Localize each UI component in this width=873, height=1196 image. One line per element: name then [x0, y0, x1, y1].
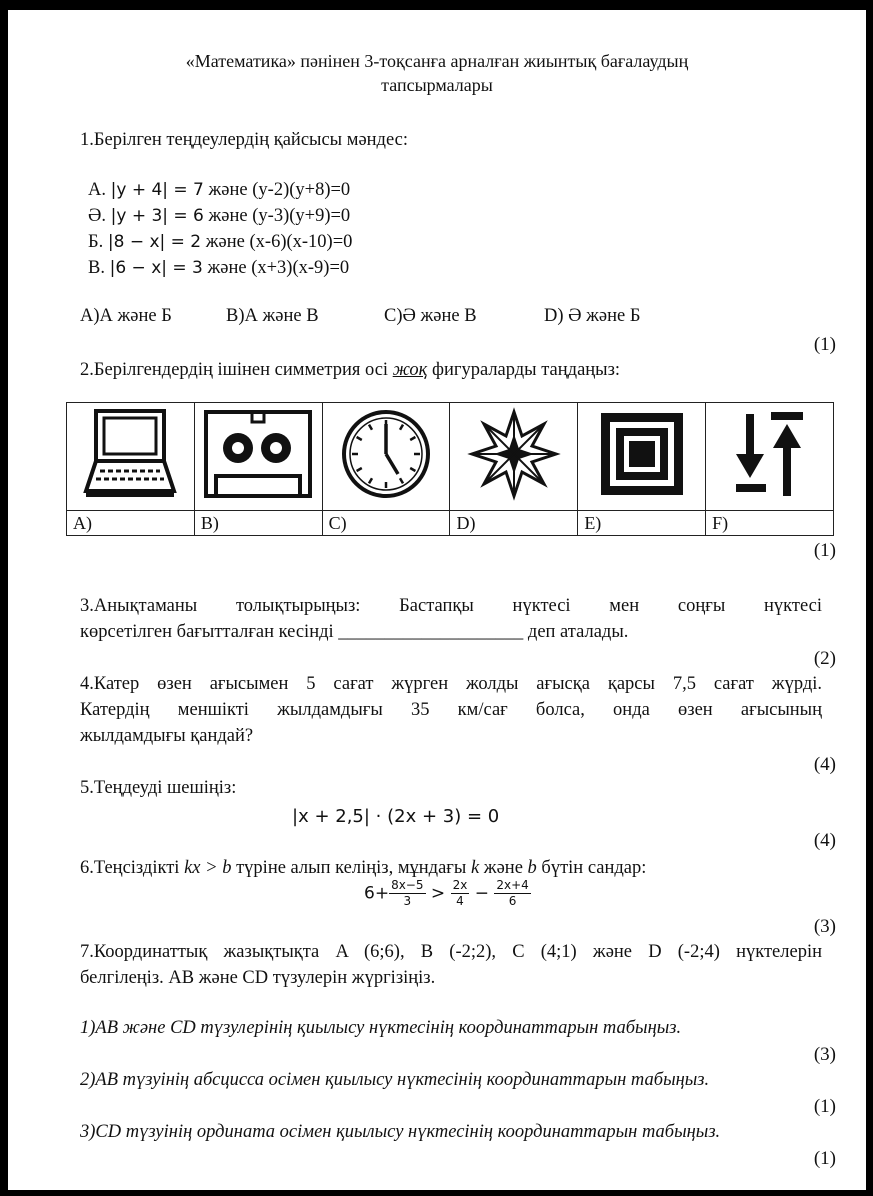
figures-table	[66, 402, 834, 536]
q1-option-b: B)А және В	[226, 306, 319, 326]
fraction: $\frac{8x-5}{3}$	[391, 878, 424, 908]
q3-line2: көрсетілген бағытталған кесінді ____________________ деп аталады.	[80, 622, 629, 642]
q2-score: (1)	[813, 540, 836, 561]
figure-label: B)	[194, 510, 322, 535]
q7-score3: (1)	[813, 1148, 836, 1169]
q2-title: 2.Берілгендердің ішінен симметрия осі жоқ фигураларды таңдаңыз:	[80, 360, 621, 380]
q1-option-c: C)Ә және В	[384, 306, 477, 326]
figure-b-cell	[194, 403, 322, 511]
figure-a-cell	[67, 403, 195, 511]
clock-icon	[338, 406, 434, 502]
q4-line3: жылдамдығы қандай?	[80, 726, 254, 746]
q1-score: (1)	[813, 334, 836, 355]
star-icon	[466, 406, 562, 502]
q5-score: (4)	[813, 830, 836, 851]
nested-squares-icon	[597, 409, 687, 499]
figure-label: F)	[706, 510, 834, 535]
q4-line2: Катердің меншікті жылдамдығы 35 км/сағ болса, онда өзен ағысының	[80, 700, 822, 720]
q7-line2: белгілеңіз. AB және CD түзулерін жүргізіңіз.	[80, 968, 436, 988]
fraction: $\frac{2x+4}{6}$	[496, 878, 529, 908]
figure-label: D)	[450, 510, 578, 535]
q7-sub3: 3)CD түзуінің ордината осімен қиылысу нүктесінің координаттарын табыңыз.	[80, 1122, 721, 1142]
laptop-icon	[82, 407, 178, 501]
q6-score: (3)	[813, 916, 836, 937]
q4-line1: 4.Катер өзен ағысымен 5 сағат жүрген жолды ағысқа қарсы 7,5 сағат жүрді.	[80, 674, 822, 694]
q7-line1: 7.Координаттық жазықтықта A (6;6), B (-2;2), C (4;1) және D (-2;4) нүктелерін	[80, 942, 822, 962]
q1-option-a: A)А және Б	[80, 306, 172, 326]
figure-c-cell	[322, 403, 450, 511]
figure-f-cell	[706, 403, 834, 511]
q1-option-d: D) Ә және Б	[544, 306, 641, 326]
q1-item: Ә. |y + 3| = 6 және (у-3)(у+9)=0	[88, 206, 351, 226]
q3-score: (2)	[813, 648, 836, 669]
q1-item: Б. |8 − x| = 2 және (х-6)(х-10)=0	[88, 232, 353, 252]
q1-title: 1.Берілген теңдеулердің қайсысы мәндес:	[80, 130, 408, 150]
q7-sub2: 2)AB түзуінің абсцисса осімен қиылысу нүктесінің координаттарын табыңыз.	[80, 1070, 710, 1090]
q7-score2: (1)	[813, 1096, 836, 1117]
fraction: $\frac{2x}{4}$	[452, 878, 468, 908]
figure-e-cell	[578, 403, 706, 511]
q6-inequality: 6+ $\frac{8x-5}{3}$ > $\frac{2x}{4}$ − $\frac{2x+4}{6}$	[364, 878, 529, 908]
arrows-icon	[735, 408, 805, 500]
page-title-line2: тапсырмалары	[381, 75, 493, 95]
q7-score1: (3)	[813, 1044, 836, 1065]
q6-title: 6.Теңсіздікті kx > b түріне алып келіңіз, мұндағы k және b бүтін сандар:	[80, 858, 647, 878]
q5-title: 5.Теңдеуді шешіңіз:	[80, 778, 237, 798]
q7-sub1: 1)AB және CD түзулерінің қиылысу нүктесінің координаттарын табыңыз.	[80, 1018, 682, 1038]
q1-item: А. |y + 4| = 7 және (у-2)(у+8)=0	[88, 180, 351, 200]
page-title-line1: «Математика» пәнінен 3-тоқсанға арналған жиынтық бағалаудың	[185, 51, 689, 71]
worksheet-page	[8, 10, 866, 1190]
figure-d-cell	[450, 403, 578, 511]
cassette-icon	[202, 408, 314, 500]
q5-equation: |x + 2,5| · (2x + 3) = 0	[292, 806, 500, 827]
answer-blank: ____________________	[338, 622, 524, 642]
q3-line1: 3.Анықтаманы толықтырыңыз: Бастапқы нүктесі мен соңғы нүктесі	[80, 596, 822, 616]
figure-label: E)	[578, 510, 706, 535]
q1-item: В. |6 − x| = 3 және (х+3)(х-9)=0	[88, 258, 350, 278]
q4-score: (4)	[813, 754, 836, 775]
figure-label: A)	[67, 510, 195, 535]
figure-label: C)	[322, 510, 450, 535]
